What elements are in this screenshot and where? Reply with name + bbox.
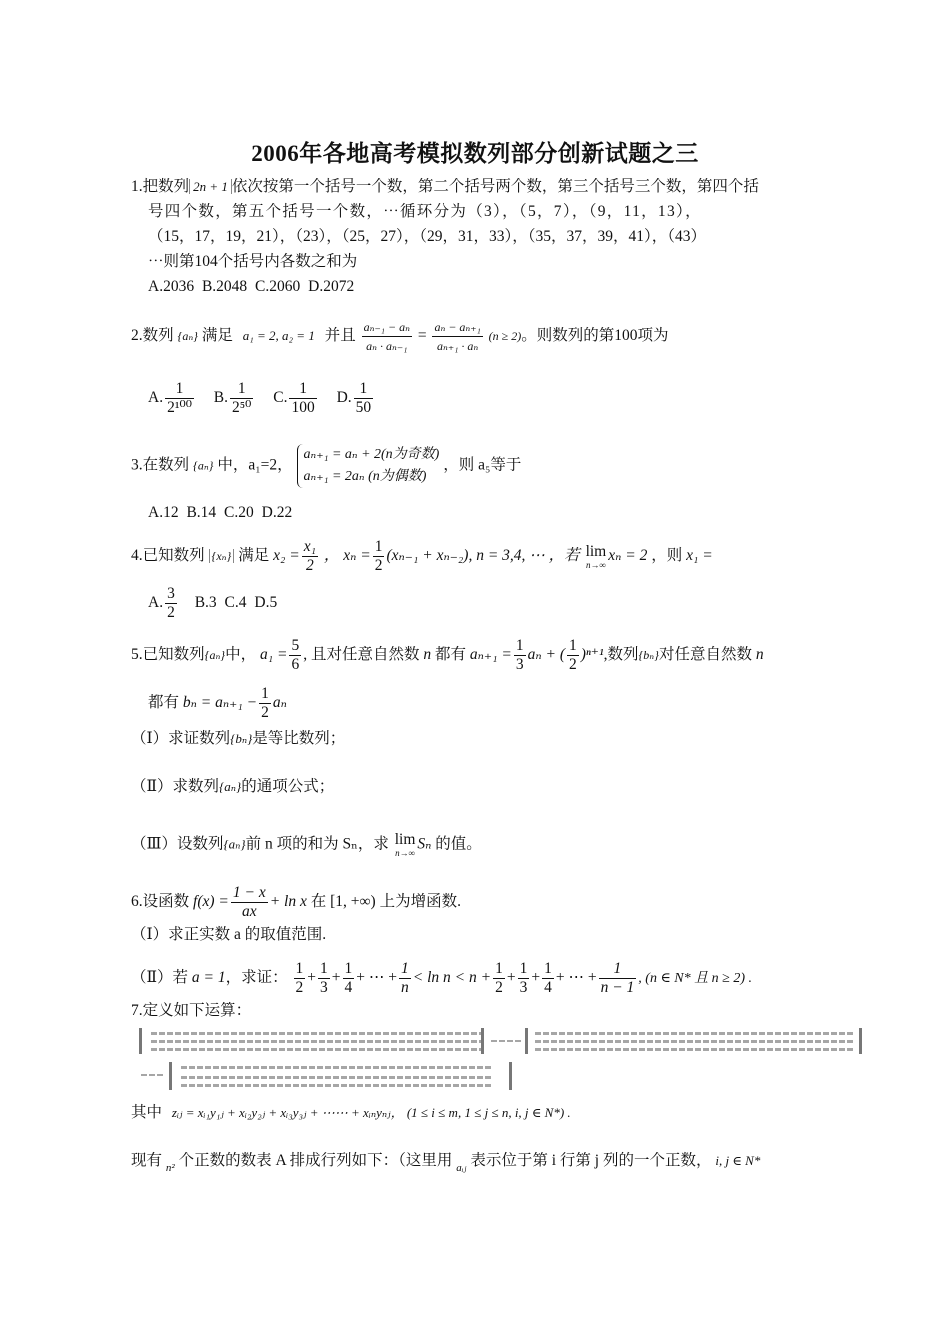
q5-rec-num: 1 [515,637,524,654]
q7-ij: i, j ∈ N* [715,1153,761,1168]
matrix-row [151,1048,481,1051]
q3-text: 中，a₁=2， [217,456,293,474]
matrix-bracket [139,1028,142,1054]
q6-num: 1 [544,960,552,977]
q5-rec3: )ⁿ⁺¹ [580,646,604,664]
q3-options: A.12 B.14 C.20 D.22 [148,504,293,521]
q7-line1: 7.定义如下运算： [131,1002,252,1019]
q5-bdef2: aₙ [272,694,287,712]
q5-lim: lim [394,831,416,848]
q5-part3 [131,832,482,858]
q5-text: 对任意自然数 [658,646,752,664]
q7-matrix-image [133,1022,868,1094]
q2-cond: (n ≥ 2) [488,329,522,344]
q5-lim-val: Sₙ [417,835,432,853]
q1-set: 2n + 1 [189,179,232,194]
q6-num: 1 [344,960,353,977]
q6-num: 1 [599,960,637,979]
q4-half-num: 1 [374,538,383,555]
matrix-op [141,1074,163,1076]
q4-line1 [131,538,713,575]
matrix-row [181,1066,491,1069]
q6-text: 6.设函数 [131,893,190,911]
q4-half-den: 2 [374,557,383,574]
q6-fx: f(x) = [193,893,229,911]
q2-b-num: 1 [230,380,253,399]
q6-part2 [131,960,752,997]
q2-frac2-den: aₙ₊₁ · aₙ [437,339,479,353]
q4-xn: ， xₙ = [323,547,371,565]
q5-b-den: 2 [261,704,269,721]
q7-where [131,1102,571,1124]
q6-plus: + [307,969,317,987]
q4-a-num: 3 [167,585,175,602]
q2-text: 并且 [324,327,356,345]
q2-options [148,380,375,417]
q5-part1 [131,728,345,750]
q3-text: 3.在数列 [131,456,190,474]
q6-den: 4 [544,979,552,996]
q7-text: 个正数的数表 A 排成行列如下：（这里用 [178,1152,453,1169]
matrix-row [181,1076,491,1079]
q6-plus: + [531,969,541,987]
q2-init: a₁ = 2, a₂ = 1 [242,328,315,344]
q1-line4: ⋯则第104个括号内各数之和为 [148,253,358,270]
q2-c-den: 100 [291,399,315,416]
q1-options: A.2036 B.2048 C.2060 D.2072 [148,278,355,295]
q3-text: ，则 a₅等于 [443,456,522,474]
matrix-bracket [509,1062,512,1090]
q7-text: 表示位于第 i 行第 j 列的一个正数， [470,1152,712,1169]
q5-n: n [755,646,764,664]
q2-c-num: 1 [289,380,316,399]
matrix-bracket [859,1028,862,1054]
q3-case2: aₙ₊₁ = 2aₙ (n为偶数) [303,469,427,484]
q4-x2: x₂ = [273,547,300,565]
q1-text: 1.把数列 [131,178,190,195]
q5-b-num: 1 [261,685,269,702]
q6-text: ，求证： [225,969,288,987]
q2-text: 2.数列 [131,327,174,345]
q4-a-den: 2 [167,604,175,621]
q4-set: {xₙ} [209,549,235,563]
q6-lnx: + ln x [269,893,307,911]
q3-line1 [131,444,521,488]
q5-a1: a₁ = [260,646,288,664]
q6-den: n − 1 [600,979,635,996]
q1-line1 [131,176,759,198]
q4-text: 4.已知数列 [131,547,205,565]
q6-den: 3 [519,979,528,996]
q6-plus: + [506,969,516,987]
q7-text: 现有 [131,1152,163,1169]
q6-den: n [401,979,409,996]
q5-a1-num: 5 [291,637,300,654]
q5-rec: aₙ₊₁ = [469,646,512,664]
q4-opt-rest: B.3 C.4 D.5 [194,594,278,612]
q2-opt-c: C. [273,389,288,407]
q5-setb: {bₙ} [638,648,659,663]
q5-text: 都有 [148,694,180,712]
q5-text: 的值。 [435,835,482,853]
q5-text: （Ⅱ）求数列 [131,778,220,795]
q4-lim: lim [585,542,607,560]
matrix-row [151,1032,481,1035]
q6-f-num: 1 − x [232,884,266,901]
q6-dots: + ⋯ + [555,969,597,987]
matrix-op [491,1040,521,1042]
q6-den: 3 [320,979,328,996]
q3-set: {aₙ} [193,458,214,473]
q6-mid: < ln n < n + [412,969,492,987]
q5-rec2: aₙ + ( [527,646,565,664]
matrix-row [151,1040,481,1043]
q2-opt-d: D. [336,389,352,407]
q6-den: 2 [495,979,503,996]
q5-text: 前 n 项的和为 Sₙ，求 [245,835,389,853]
q6-text: 在 [1, +∞) 上为增函数. [310,893,461,911]
q6-dots: + ⋯ + [356,969,398,987]
q5-p1-set: {bₙ} [230,731,253,746]
q2-d-den: 50 [355,399,372,416]
q3-case1: aₙ₊₁ = aₙ + 2(n为奇数) [303,447,440,462]
q1-text: 依次按第一个括号一个数，第二个括号两个数，第三个括号三个数，第四个括 [231,178,759,195]
q4-text: ，则 [651,547,683,565]
q5-text: 中， [225,646,257,664]
q4-x2-num: x₁ [303,538,316,555]
q5-line1 [131,637,764,674]
q2-opt-a: A. [148,389,164,407]
q2-set: {aₙ} [177,329,198,344]
q4-x2-den: 2 [305,557,314,574]
q2-eq: = [417,327,427,345]
q4-options [148,585,277,622]
q5-line2 [148,685,287,722]
q6-num: 1 [495,960,503,977]
q5-a1-den: 6 [291,656,300,673]
matrix-row [181,1084,491,1087]
q6-den: 2 [295,979,304,996]
q1-line2: 号四个数，第五个括号一个数，⋯循环分为（3），（5，7），（9，11，13）， [148,203,702,220]
q5-part2 [131,776,334,798]
q5-p3-set: {aₙ} [223,836,246,852]
q6-plus: + [331,969,341,987]
q5-pow-den: 2 [568,656,577,673]
q2-frac1-num: aₙ₋₁ − aₙ [362,318,412,337]
q1-line3: （15，17，19，21），（23），（25，27），（29，31，33），（35，37，39，41），（43） [148,228,707,245]
q7-text: 其中 [131,1104,163,1121]
q2-d-num: 1 [354,380,374,399]
q5-pow-num: 1 [568,637,577,654]
q2-b-den: 2⁵⁰ [232,399,252,416]
q2-text: 满足 [201,327,233,345]
matrix-bracket [481,1028,484,1054]
q5-text: （Ⅲ）设数列 [131,835,224,853]
q5-bdef: bₙ = aₙ₊₁ − [182,694,258,712]
matrix-row [535,1032,855,1035]
matrix-bracket [525,1028,528,1054]
q5-text: , 且对任意自然数 [303,646,420,664]
matrix-row [535,1040,855,1043]
q5-n: n [423,646,432,664]
q6-f-den: ax [241,903,257,920]
q2-a-den: 2¹⁰⁰ [167,399,192,416]
matrix-bracket [169,1062,172,1090]
q6-text: （Ⅱ）若 [131,969,189,987]
q6-num: 1 [295,960,304,977]
q7-zdef: zᵢⱼ = xᵢ₁y₁ⱼ + xᵢ₂y₂ⱼ + xᵢ₃y₃ⱼ + ⋯⋯ + xᵢₙyₙⱼ [171,1105,391,1120]
q5-text: （Ⅰ）求证数列 [131,730,231,747]
q6-num: 1 [519,960,528,977]
q7-zcond: ， (1 ≤ i ≤ m, 1 ≤ j ≤ n, i, j ∈ N*) . [390,1105,571,1120]
q4-opt-a: A. [148,594,164,612]
q7-aij: aᵢⱼ [456,1162,467,1174]
q4-text: 满足 [238,547,270,565]
q2-opt-b: B. [213,389,228,407]
q4-x1: x₁ = [686,547,713,565]
q7-last [131,1150,760,1179]
q5-rec-den: 3 [515,656,524,673]
q6-line1 [131,884,461,921]
q2-text: 。则数列的第100项为 [521,327,669,345]
q6-num: 1 [320,960,328,977]
q7-n2: n² [165,1162,175,1174]
q6-cond: , (n ∈ N* 且 n ≥ 2) . [638,971,752,987]
q6-den: 4 [344,979,353,996]
q5-text: ,数列 [603,646,639,664]
q2-line1 [131,318,669,355]
q6-part1: （Ⅰ）求正实数 a 的取值范围. [131,926,327,943]
q5-text: 的通项公式； [241,778,335,795]
q5-p2-set: {aₙ} [219,779,242,794]
q2-frac1-den: aₙ · aₙ₋₁ [366,339,408,353]
matrix-row [535,1048,855,1051]
page-title: 2006年各地高考模拟数列部分创新试题之三 [251,141,699,166]
q4-rest: (xₙ₋₁ + xₙ₋₂), n = 3,4, ⋯ ，若 [386,547,580,565]
q2-frac2-num: aₙ − aₙ₊₁ [432,318,482,337]
q5-text: 5.已知数列 [131,646,205,664]
q5-text: 是等比数列； [252,730,346,747]
q4-lim-sub: n→∞ [585,559,606,570]
q5-set: {aₙ} [204,648,226,663]
q3-piecewise [297,444,440,488]
q6-a-val: a = 1 [191,969,226,987]
q5-text: 都有 [435,646,467,664]
q6-num: 1 [401,960,409,977]
q5-lim-sub: n→∞ [395,848,415,858]
q4-lim-val: xₙ = 2 [608,547,648,565]
q2-a-num: 1 [165,380,194,399]
